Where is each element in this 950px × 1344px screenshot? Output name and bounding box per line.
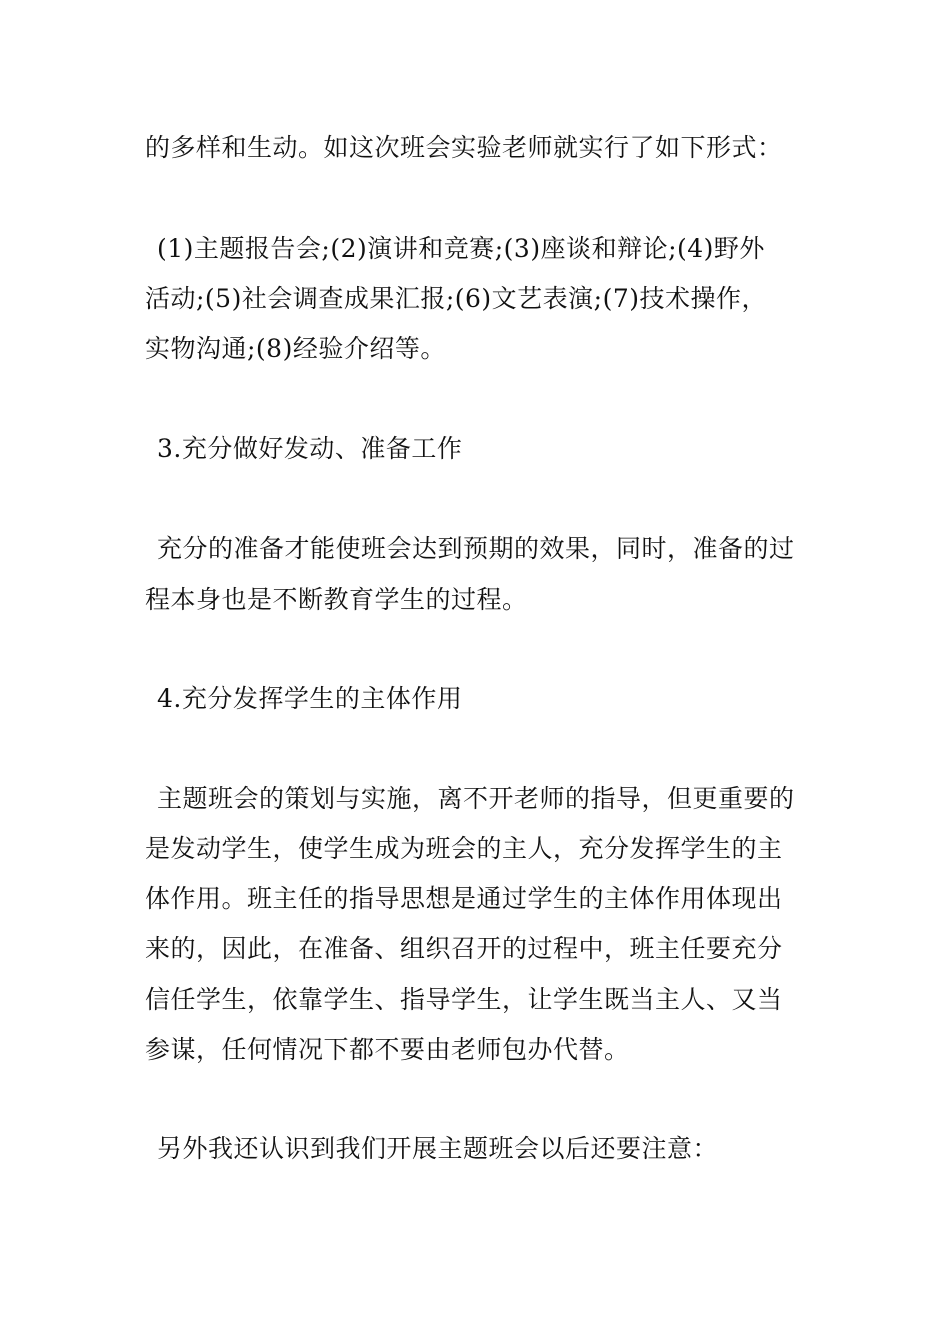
section-heading: 4.充分发挥学生的主体作用 (157, 684, 463, 713)
text-line: 另外我还认识到我们开展主题班会以后还要注意： (157, 1134, 719, 1163)
text-line: 程本身也是不断教育学生的过程。 (145, 585, 528, 614)
text-line: 主题班会的策划与实施，离不开老师的指导，但更重要的 (157, 784, 795, 813)
section-heading: 3.充分做好发动、准备工作 (157, 434, 463, 463)
text-line: (1)主题报告会;(2)演讲和竞赛;(3)座谈和辩论;(4)野外 (157, 234, 765, 263)
text-line: 参谋，任何情况下都不要由老师包办代替。 (145, 1035, 630, 1064)
text-line: 来的，因此，在准备、组织召开的过程中，班主任要充分 (145, 934, 783, 963)
text-line: 充分的准备才能使班会达到预期的效果，同时，准备的过 (157, 534, 795, 563)
text-line: 体作用。班主任的指导思想是通过学生的主体作用体现出 (145, 884, 783, 913)
text-line: 是发动学生，使学生成为班会的主人，充分发挥学生的主 (145, 834, 783, 863)
text-line: 实物沟通;(8)经验介绍等。 (145, 334, 446, 363)
text-line: 的多样和生动。如这次班会实验老师就实行了如下形式： (145, 133, 783, 162)
text-line: 信任学生，依靠学生、指导学生，让学生既当主人、又当 (145, 985, 783, 1014)
text-line: 活动;(5)社会调查成果汇报;(6)文艺表演;(7)技术操作， (145, 284, 768, 313)
